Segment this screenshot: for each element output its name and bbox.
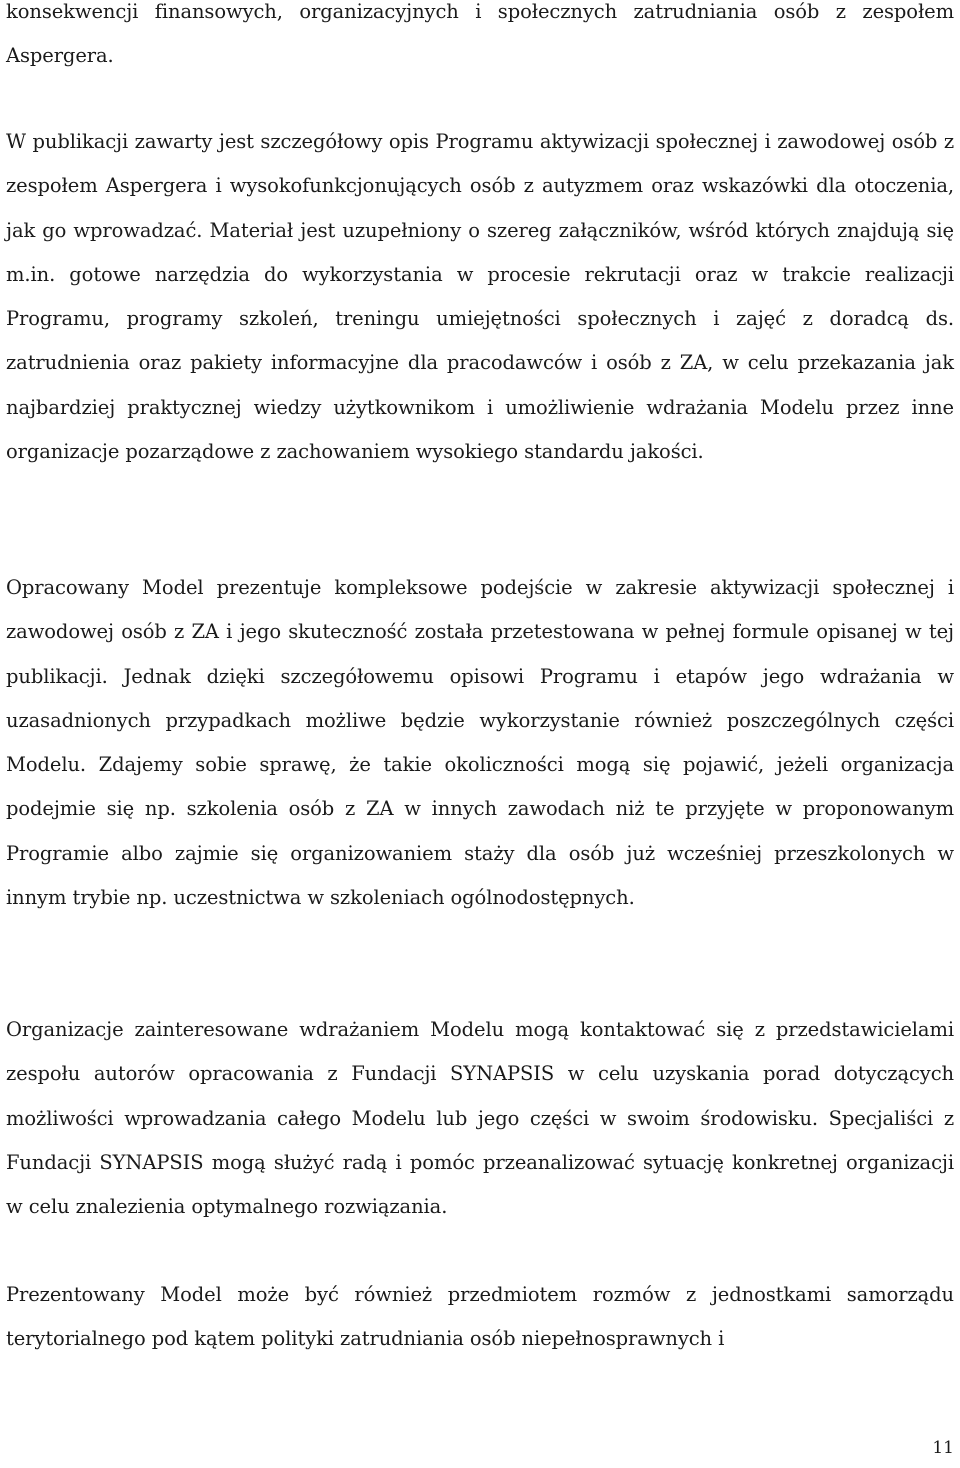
paragraph-continuation: konsekwencji finansowych, organizacyjnych i społecznych zatrudniania osób z zespołem Aspergera. [6,0,954,68]
page-number: 11 [932,1438,954,1458]
paragraph-model-approach: Opracowany Model prezentuje kompleksowe podejście w zakresie aktywizacji społecznej i zawodowej osób z ZA i jego skuteczność została przetestowana w pełnej formule opisanej w tej publikacji. Jednak dzięki szczegółowemu opisowi Programu i etapów jego wdrażania w uzasadnionych przypadkach możliwe będzie wykorzystanie również poszczególnych części Modelu. Zdajemy sobie sprawę, że takie okoliczności mogą się pojawić, jeżeli organizacja podejmie się np. szkolenia osób z ZA w innych zawodach niż te przyjęte w proponowanym Programie albo zajmie się organizowaniem staży dla osób już wcześniej przeszkolonych w innym trybie np. uczestnictwa w szkoleniach ogólnodostępnych. [6,576,954,910]
paragraph-contact-synapsis: Organizacje zainteresowane wdrażaniem Modelu mogą kontaktować się z przedstawicielami zespołu autorów opracowania z Fundacji SYNAPSIS w celu uzyskania porad dotyczących możliwości wprowadzania całego Modelu lub jego części w swoim środowisku. Specjaliści z Fundacji SYNAPSIS mogą służyć radą i pomóc przeanalizować sytuację konkretnej organizacji w celu znalezienia optymalnego rozwiązania. [6,1018,954,1219]
paragraph-local-government: Prezentowany Model może być również przedmiotem rozmów z jednostkami samorządu terytorialnego pod kątem polityki zatrudniania osób niepełnosprawnych i [6,1283,954,1351]
paragraph-publication-description: W publikacji zawarty jest szczegółowy opis Programu aktywizacji społecznej i zawodowej osób z zespołem Aspergera i wysokofunkcjonujących osób z autyzmem oraz wskazówki dla otoczenia, jak go wprowadzać. Materiał jest uzupełniony o szereg załączników, wśród których znajdują się m.in. gotowe narzędzia do wykorzystania w procesie rekrutacji oraz w trakcie realizacji Programu, programy szkoleń, treningu umiejętności społecznych i zajęć z doradcą ds. zatrudnienia oraz pakiety informacyjne dla pracodawców i osób z ZA, w celu przekazania jak najbardziej praktycznej wiedzy użytkownikom i umożliwienie wdrażania Modelu przez inne organizacje pozarządowe z zachowaniem wysokiego standardu jakości. [6,130,954,464]
